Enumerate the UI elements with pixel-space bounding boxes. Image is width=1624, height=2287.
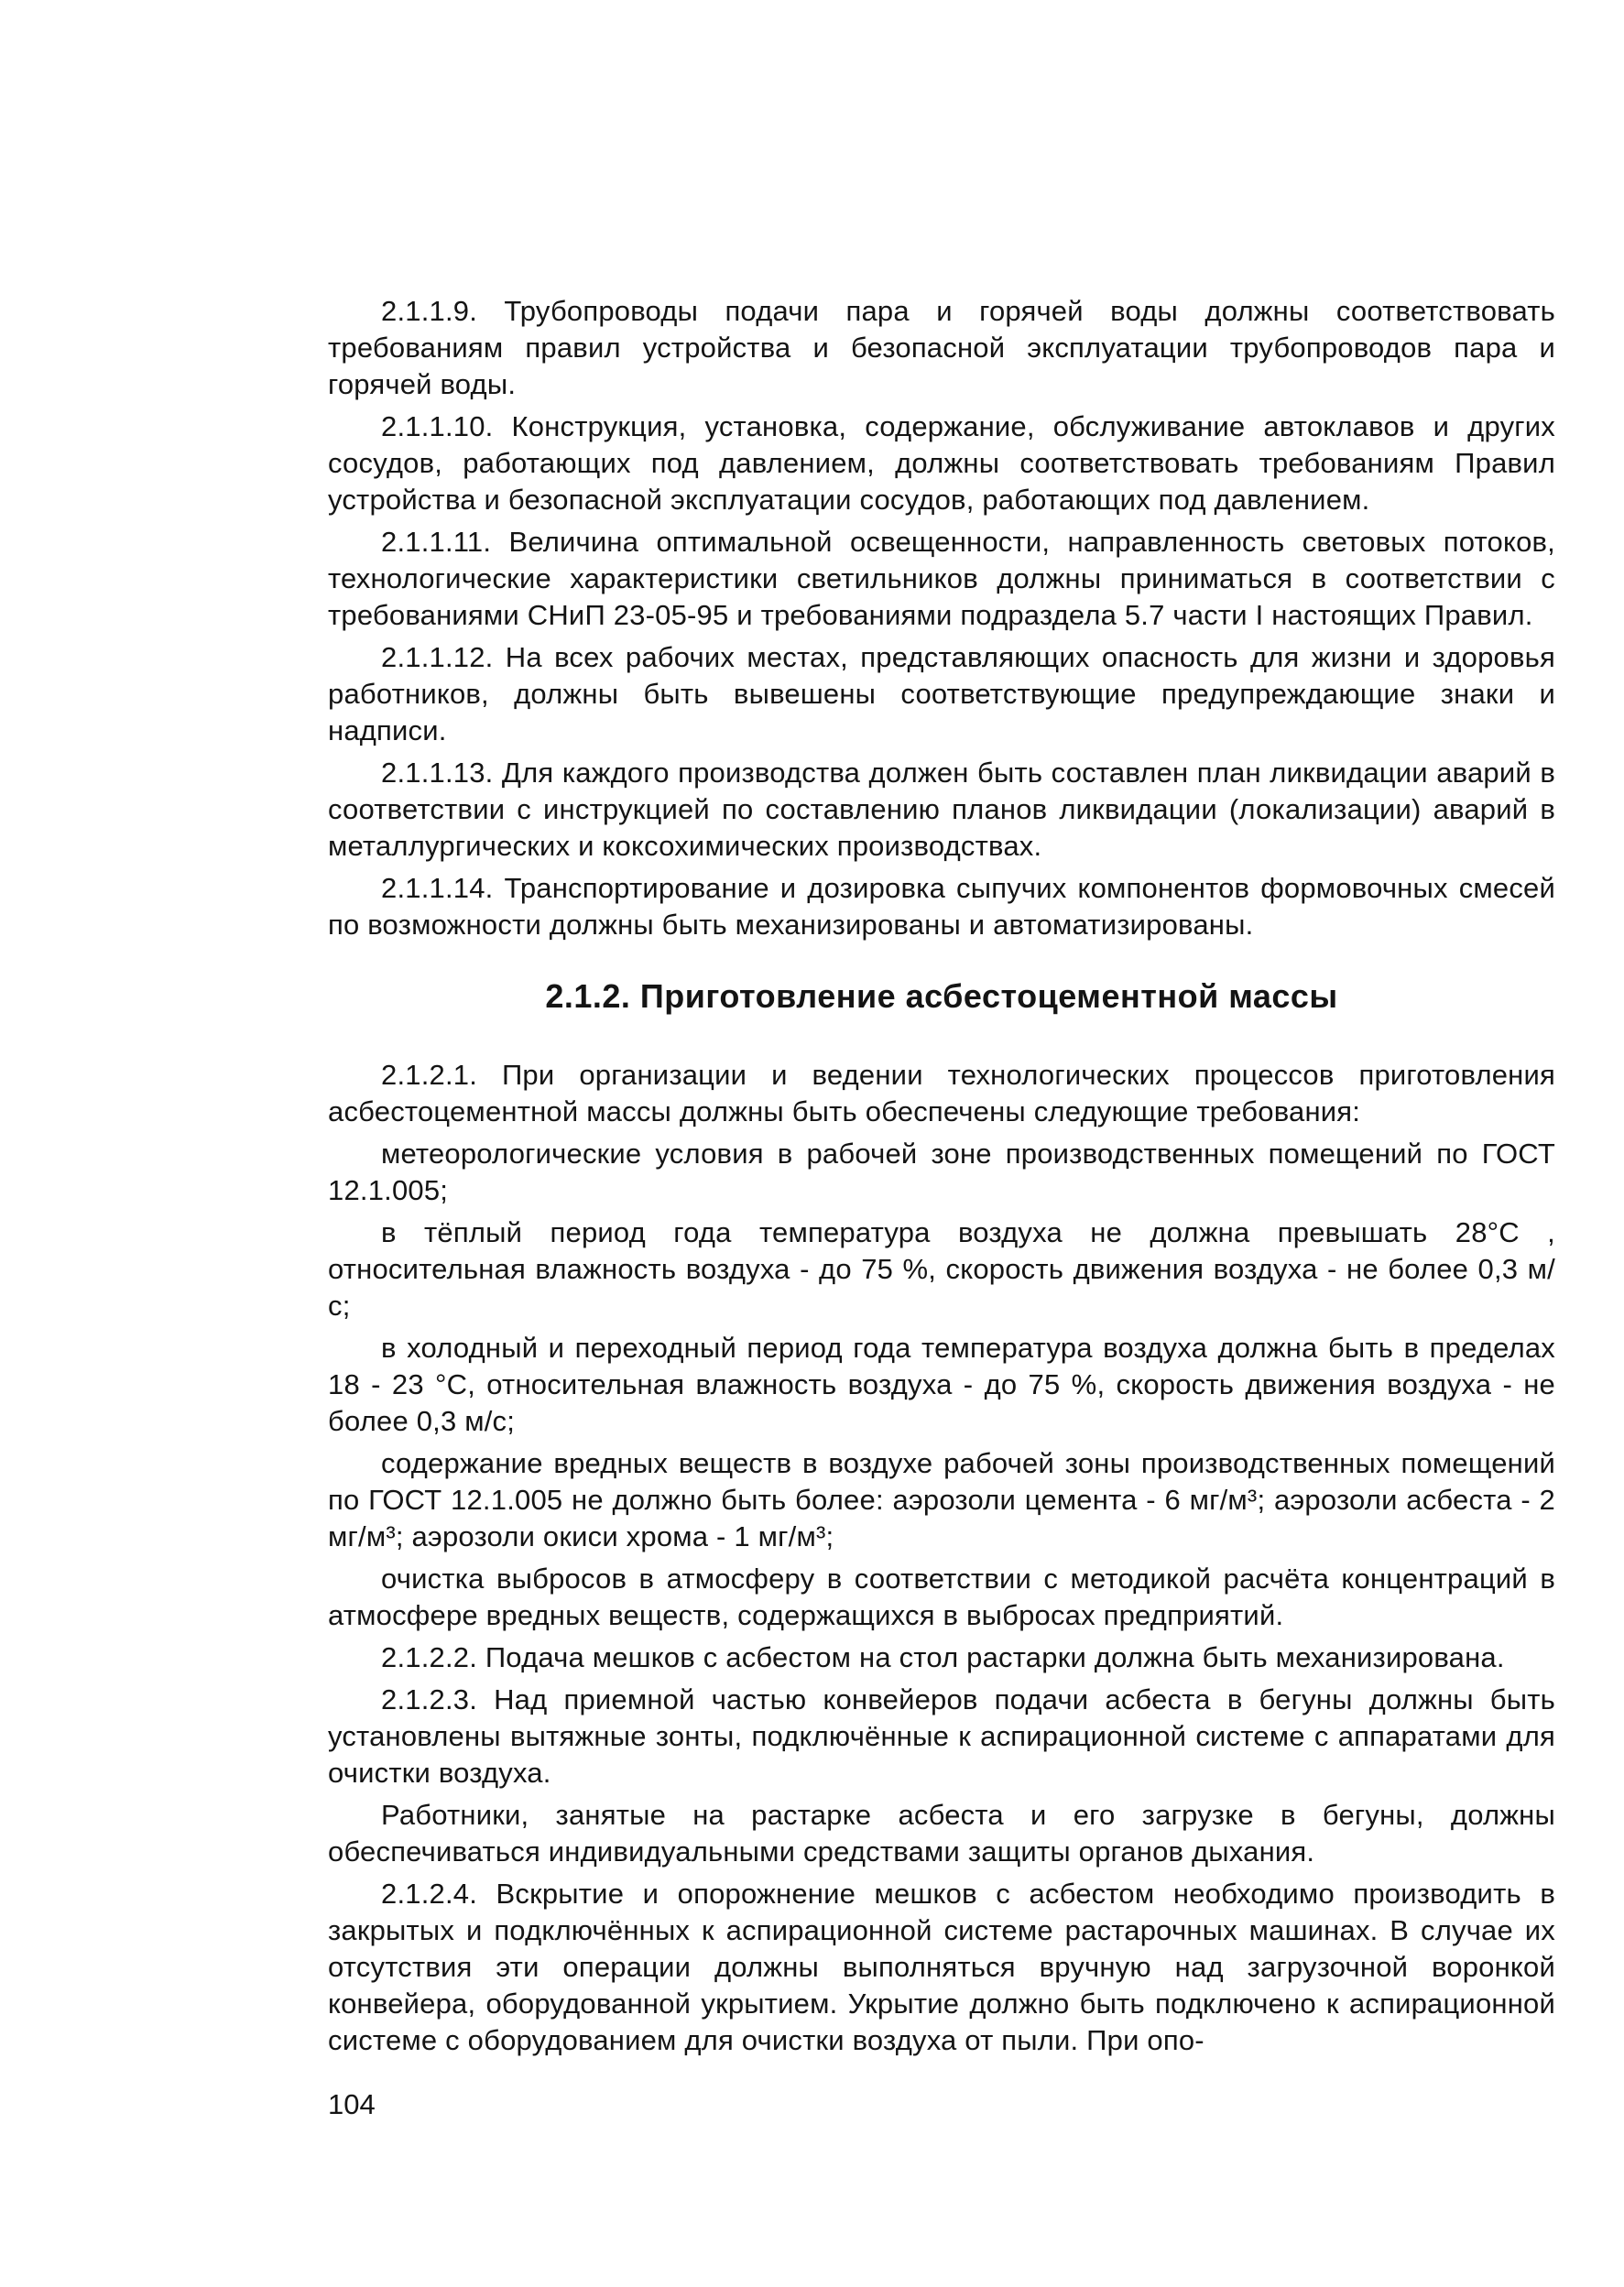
paragraph-2-1-2-4: 2.1.2.4. Вскрытие и опорожнение мешков с асбестом необходимо производить в закрытых и подключённых к аспирационной системе растарочных машинах. В случае их отсутствия эти операции должны выполняться вручную над загрузочной воронкой конвейера, оборудованной укрытием. Укрытие должно быть подключено к аспирационной системе с оборудованием для очистки воздуха от пыли. При опо- [328, 1878, 1555, 2056]
requirement-meteorological: метеорологические условия в рабочей зоне производственных помещений по ГОСТ 12.1.005; [328, 1138, 1555, 1206]
paragraph-2-1-1-9: 2.1.1.9. Трубопроводы подачи пара и горячей воды должны соответствовать требованиям правил устройства и безопасной эксплуатации трубопроводов пара и горячей воды. [328, 295, 1555, 400]
requirement-harmful-substances: содержание вредных веществ в воздухе рабочей зоны производственных помещений по ГОСТ 12.1.005 не должно быть более: аэрозоли цемента - 6 мг/м³; аэрозоли асбеста - 2 мг/м³; аэрозоли окиси хрома - 1 мг/м³; [328, 1447, 1555, 1552]
document-page [328, 293, 1555, 2064]
paragraph-2-1-1-14: 2.1.1.14. Транспортирование и дозировка сыпучих компонентов формовочных смесей по возможности должны быть механизированы и автоматизированы. [328, 872, 1555, 941]
paragraph-2-1-1-12: 2.1.1.12. На всех рабочих местах, представляющих опасность для жизни и здоровья работников, должны быть вывешены соответствующие предупреждающие знаки и надписи. [328, 641, 1555, 746]
paragraph-2-1-2-3: 2.1.2.3. Над приемной частью конвейеров подачи асбеста в бегуны должны быть установлены вытяжные зонты, подключённые к аспирационной системе с аппаратами для очистки воздуха. [328, 1683, 1555, 1789]
paragraph-workers-protection: Работники, занятые на растарке асбеста и его загрузке в бегуны, должны обеспечиваться индивидуальными средствами защиты органов дыхания. [328, 1799, 1555, 1868]
paragraph-2-1-1-13: 2.1.1.13. Для каждого производства должен быть составлен план ликвидации аварий в соответствии с инструкцией по составлению планов ликвидации (локализации) аварий в металлургических и коксохимических производствах. [328, 757, 1555, 862]
page-number: 104 [328, 2088, 376, 2120]
paragraph-2-1-2-2: 2.1.2.2. Подача мешков с асбестом на стол растарки должна быть механизирована. [381, 1641, 1505, 1673]
section-heading: 2.1.2. Приготовление асбестоцементной массы [545, 977, 1338, 1015]
paragraph-2-1-1-11: 2.1.1.11. Величина оптимальной освещенности, направленность световых потоков, технологические характеристики светильников должны приниматься в соответствии с требованиями СНиП 23-05-95 и требованиями подраздела 5.7 части I настоящих Правил. [328, 526, 1555, 631]
requirement-cold-period: в холодный и переходный период года температура воздуха должна быть в пределах 18 - 23 °С, относительная влажность воздуха - до 75 %, скорость движения воздуха - не более 0,3 м/с; [328, 1332, 1555, 1437]
requirement-warm-period: в тёплый период года температура воздуха не должна превышать 28°С , относительная влажность воздуха - до 75 %, скорость движения воздуха - не более 0,3 м/с; [328, 1216, 1555, 1322]
paragraph-2-1-1-10: 2.1.1.10. Конструкция, установка, содержание, обслуживание автоклавов и других сосудов, работающих под давлением, должны соответствовать требованиям Правил устройства и безопасной эксплуатации сосудов, работающих под давлением. [328, 410, 1555, 516]
paragraph-2-1-2-1: 2.1.2.1. При организации и ведении технологических процессов приготовления асбестоцементной массы должны быть обеспечены следующие требования: [328, 1059, 1555, 1127]
requirement-emission-cleaning: очистка выбросов в атмосферу в соответствии с методикой расчёта концентраций в атмосфере вредных веществ, содержащихся в выбросах предприятий. [328, 1563, 1555, 1631]
